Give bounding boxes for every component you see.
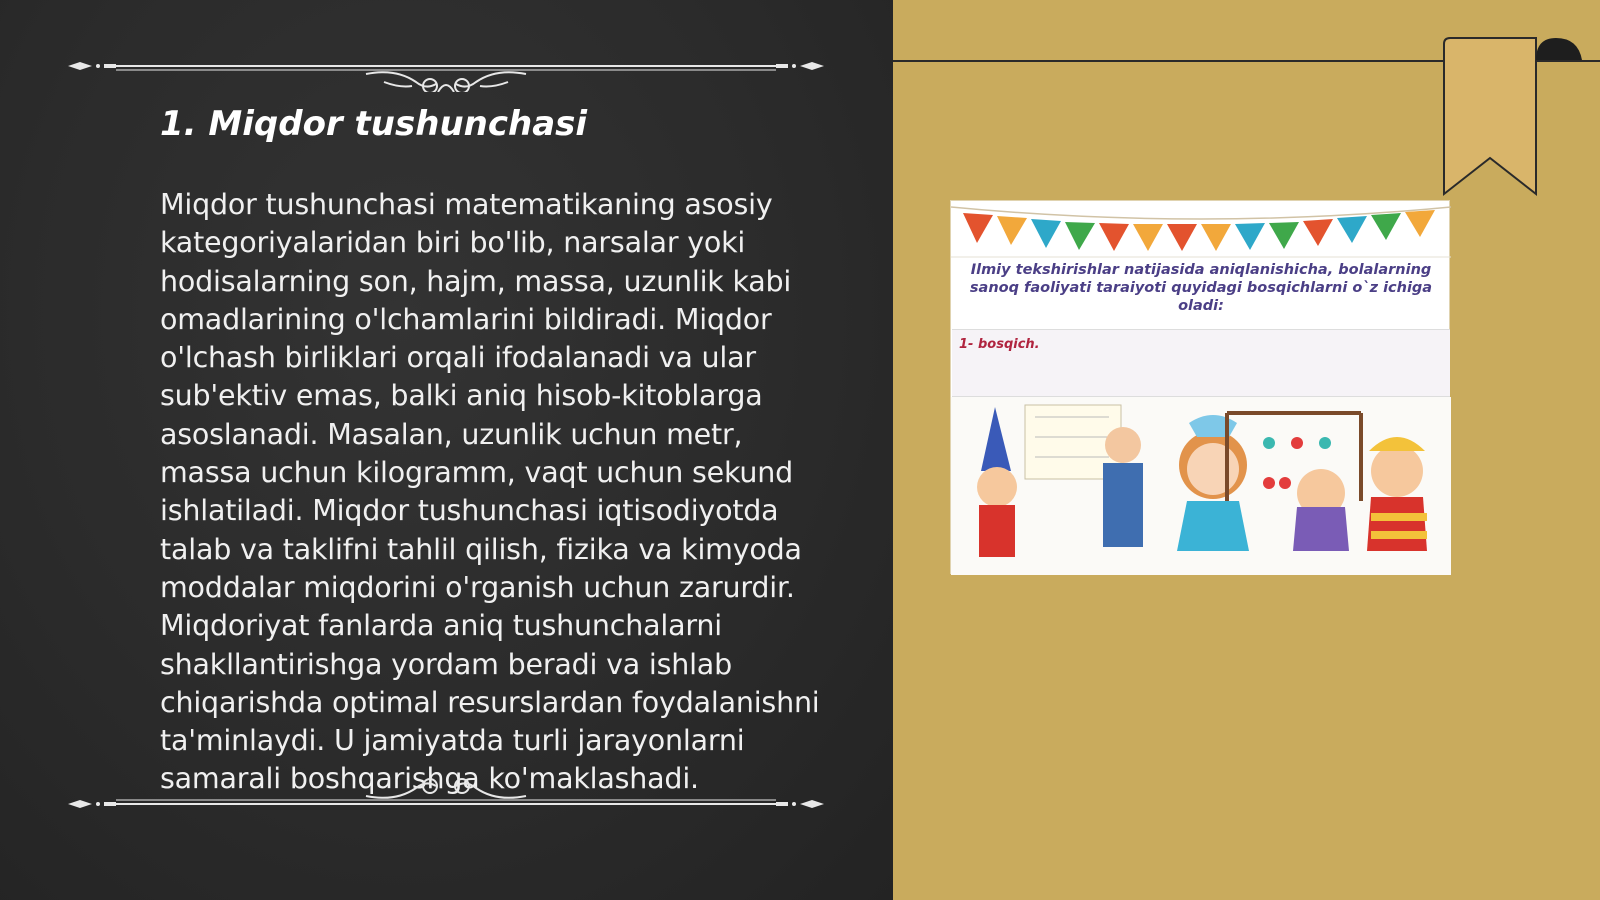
children-cartoon-graphic bbox=[951, 397, 1451, 575]
slide-title: 1. Miqdor tushunchasi bbox=[160, 104, 588, 144]
children-counting-illustration bbox=[950, 200, 1450, 574]
top-ornament-divider bbox=[66, 42, 826, 92]
illustration-caption: Ilmiy tekshirishlar natijasida aniqlanishicha, bolalarning sanoq faoliyati taraiyoti quyidagi bosqichlarni o`z ichiga oladi: bbox=[969, 262, 1433, 314]
slide-body-text: Miqdor tushunchasi matematikaning asosiy kategoriyalaridan biri bo'lib, narsalar yoki hodisalarning son, hajm, massa, uzunlik kabi omadlarining o'lchamlarini bildiradi. Miqdor o'lchash birliklari orqali ifodalanadi va ular sub'ektiv emas, balki aniq hisob-kitoblarga asoslanadi. Masalan, uzunlik uchun metr, massa uchun kilogramm, vaqt uchun sekund ishlatiladi. Miqdor tushunchasi iqtisodiyotda talab va taklifni tahlil qilish, fizika va kimyoda moddalar miqdorini o'rganish uchun zarurdir. Miqdoriyat fanlarda aniq tushunchalarni shakllantirishga yordam beradi va ishlab chiqarishda optimal resurslardan foydalanishni ta'minlaydi. U jamiyatda turli jarayonlarni samarali boshqarishga ko'maklashadi. bbox=[160, 188, 820, 796]
bottom-ornament-divider bbox=[66, 778, 826, 828]
bookmark-ribbon-icon bbox=[1436, 34, 1586, 199]
illustration-step-label: 1- bosqich. bbox=[959, 337, 1040, 352]
